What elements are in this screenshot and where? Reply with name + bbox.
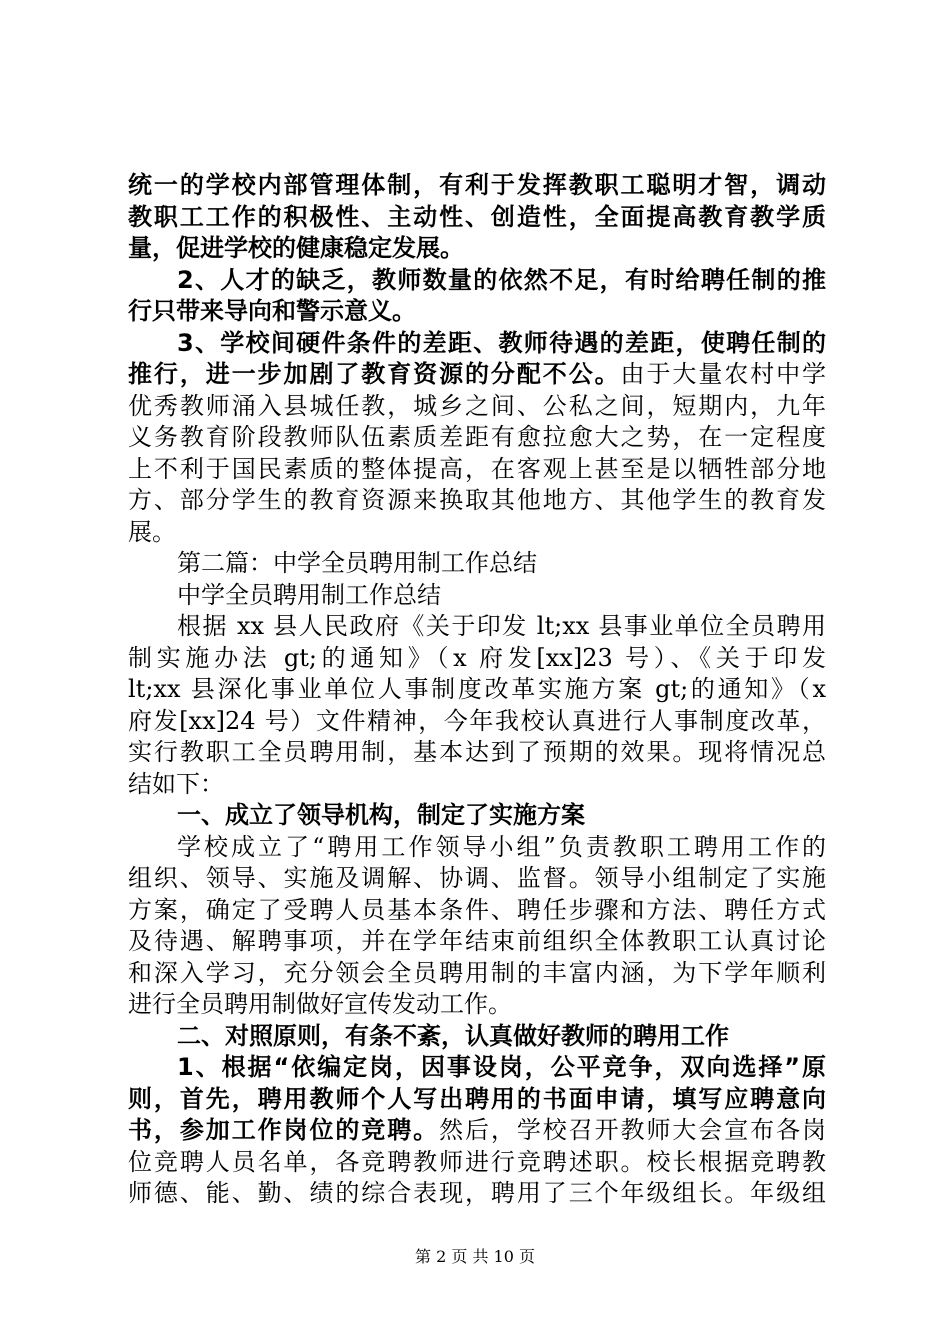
text-line [128,1115,826,1147]
text-line: 1、根据“依编定岗，因事设岗，公平竞争，双向选择”原 [177,1053,826,1081]
text-line: 则，首先，聘用教师个人写出聘用的书面申请，填写应聘意向 [128,1084,826,1113]
text-line: lt;xx 县深化事业单位人事制度改革实施方案 gt;的通知》（x [128,675,826,703]
text-line: 展。 [128,517,176,546]
text-line: 3、学校间硬件条件的差距、教师待遇的差距，使聘任制的 [177,328,826,357]
document-body [128,170,826,1210]
text-line: 第二篇：中学全员聘用制工作总结 [177,549,537,577]
text-line: 师德、能、勤、绩的综合表现，聘用了三个年级组长。年级组 [128,1179,826,1207]
text-line: 量，促进学校的健康稳定发展。 [128,234,464,262]
text-segment: 然后，学校召开教师大会宣布各岗 [439,1116,826,1144]
text-line: 行只带来导向和警示意义。 [128,297,416,325]
text-line [128,359,826,391]
text-line: 一、成立了领导机构，制定了实施方案 [177,801,585,829]
text-line: 方案，确定了受聘人员基本条件、聘任步骤和方法、聘任方式 [128,895,826,924]
text-line: 组织、领导、实施及调解、协调、监督。领导小组制定了实施 [128,864,826,892]
text-line: 结如下： [128,769,224,798]
text-line: 教职工工作的积极性、主动性、创造性，全面提高教育教学质 [128,202,826,231]
text-line: 和深入学习，充分领会全员聘用制的丰富内涵，为下学年顺利 [128,958,826,987]
page-footer: 第 2 页 共 10 页 [415,1247,535,1266]
text-line: 制实施办法 gt;的通知》（x 府发[xx]23 号）、《关于印发 [128,643,826,672]
text-line: 及待遇、解聘事项，并在学年结束前组织全体教职工认真讨论 [128,927,826,955]
text-line: 实行教职工全员聘用制，基本达到了预期的效果。现将情况总 [128,738,826,766]
text-segment: 推行，进一步加剧了教育资源的分配不公。 [128,360,621,388]
text-line: 中学全员聘用制工作总结 [177,580,441,609]
text-segment: 由于大量农村中学 [620,360,826,388]
text-line: 优秀教师涌入县城任教，城乡之间、公私之间，短期内，九年 [128,391,826,420]
text-line: 根据 xx 县人民政府《关于印发 lt;xx 县事业单位全员聘用 [177,612,826,640]
text-line: 府发[xx]24 号）文件精神，今年我校认真进行人事制度改革， [128,706,826,735]
text-line: 上不利于国民素质的整体提高，在客观上甚至是以牺牲部分地 [128,454,826,483]
text-line: 义务教育阶段教师队伍素质差距有愈拉愈大之势，在一定程度 [128,423,826,451]
text-line: 二、对照原则，有条不紊，认真做好教师的聘用工作 [177,1021,729,1050]
text-line: 学校成立了“聘用工作领导小组”负责教职工聘用工作的 [177,832,826,861]
text-line: 统一的学校内部管理体制，有利于发挥教职工聪明才智，调动 [128,171,826,199]
text-line: 位竞聘人员名单，各竞聘教师进行竞聘述职。校长根据竞聘教 [128,1147,826,1176]
text-line: 方、部分学生的教育资源来换取其他地方、其他学生的教育发 [128,486,826,514]
text-line: 2、人才的缺乏，教师数量的依然不足，有时给聘任制的推 [177,265,826,294]
text-segment: 书，参加工作岗位的竞聘。 [128,1116,440,1144]
text-line: 进行全员聘用制做好宣传发动工作。 [128,990,512,1018]
